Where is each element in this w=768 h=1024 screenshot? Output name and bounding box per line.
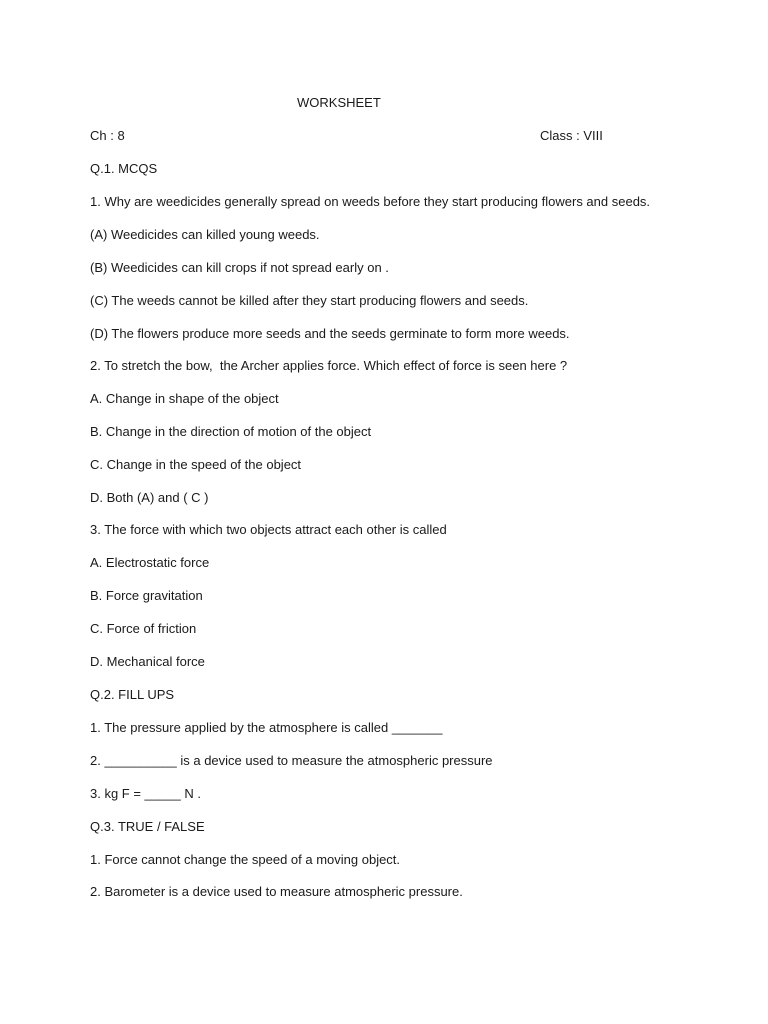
worksheet-title: WORKSHEET [297, 95, 381, 110]
section-heading-fill-ups: Q.2. FILL UPS [90, 687, 175, 702]
question-1-option-a: (A) Weedicides can killed young weeds. [90, 227, 320, 242]
question-1-option-b: (B) Weedicides can kill crops if not spread early on . [90, 260, 389, 275]
fill-up-3: 3. kg F = _____ N . [90, 786, 201, 801]
question-2-option-a: A. Change in shape of the object [90, 391, 279, 406]
section-heading-true-false: Q.3. TRUE / FALSE [90, 819, 205, 834]
true-false-1: 1. Force cannot change the speed of a moving object. [90, 852, 401, 867]
fill-up-2: 2. __________ is a device used to measure the atmospheric pressure [90, 753, 493, 768]
question-2-option-b: B. Change in the direction of motion of the object [90, 424, 372, 439]
question-2-option-d: D. Both (A) and ( C ) [90, 490, 209, 505]
question-3-option-b: B. Force gravitation [90, 588, 203, 603]
question-1: 1. Why are weedicides generally spread on weeds before they start producing flowers and seeds. [90, 194, 651, 209]
question-1-option-d: (D) The flowers produce more seeds and the seeds germinate to form more weeds. [90, 326, 570, 341]
question-3: 3. The force with which two objects attract each other is called [90, 522, 447, 537]
chapter-label: Ch : 8 [90, 128, 125, 143]
question-2-option-c: C. Change in the speed of the object [90, 457, 302, 472]
question-3-option-a: A. Electrostatic force [90, 555, 210, 570]
section-heading-mcqs: Q.1. MCQS [90, 161, 158, 176]
question-3-option-c: C. Force of friction [90, 621, 197, 636]
question-3-option-d: D. Mechanical force [90, 654, 205, 669]
true-false-2: 2. Barometer is a device used to measure atmospheric pressure. [90, 884, 463, 899]
fill-up-1: 1. The pressure applied by the atmosphere is called _______ [90, 720, 443, 735]
class-label: Class : VIII [540, 128, 603, 143]
question-1-option-c: (C) The weeds cannot be killed after they start producing flowers and seeds. [90, 293, 529, 308]
question-2: 2. To stretch the bow, the Archer applies force. Which effect of force is seen here ? [90, 358, 568, 373]
